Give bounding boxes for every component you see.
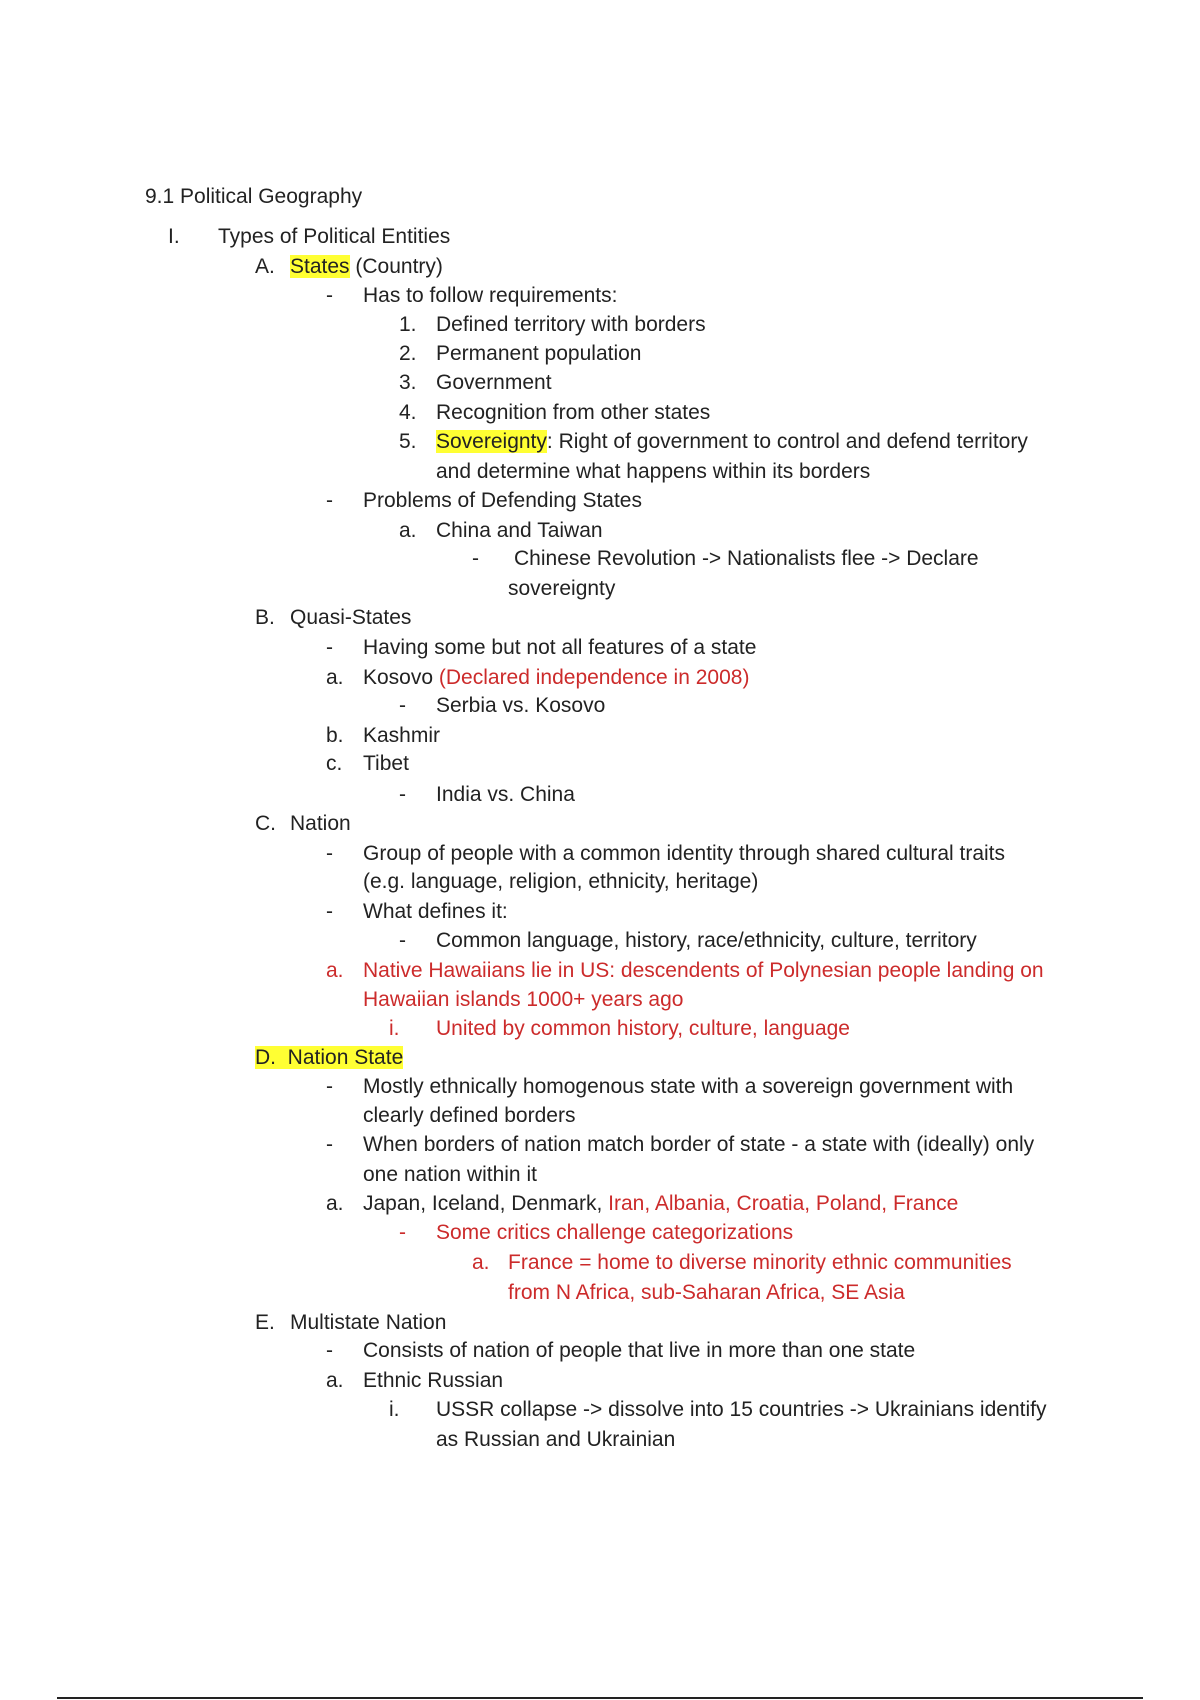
list-marker: a. [399,519,417,542]
list-marker: a. [326,959,344,982]
list-item: Common language, history, race/ethnicity, culture, territory [436,929,977,952]
roman-marker: i. [389,1017,400,1040]
list-item: Multistate Nation [290,1311,447,1334]
list-item-continuation: one nation within it [363,1163,537,1186]
list-marker: b. [326,724,344,747]
list-item: Government [436,371,552,394]
number-marker: 2. [399,342,417,365]
list-marker: A. [255,255,275,278]
list-item: Problems of Defending States [363,489,642,512]
section-heading: Types of Political Entities [218,225,451,248]
red-note: (Declared independence in 2008) [433,666,750,689]
list-item: Permanent population [436,342,642,365]
list-item: Group of people with a common identity through shared cultural traits [363,842,1006,865]
highlighted-heading: D. Nation State [255,1046,404,1069]
highlighted-term: Sovereignty [436,430,547,453]
list-item-examples: Japan, Iceland, Denmark, Iran, Albania, Croatia, Poland, France [363,1192,959,1215]
list-item: What defines it: [363,900,508,923]
list-item: USSR collapse -> dissolve into 15 countries -> Ukrainians identify [436,1398,1047,1421]
list-item-continuation: from N Africa, sub-Saharan Africa, SE Asia [508,1281,905,1304]
list-marker: E. [255,1311,275,1334]
list-item: Consists of nation of people that live in more than one state [363,1339,916,1362]
list-marker: a. [326,666,344,689]
number-marker: 1. [399,313,417,336]
list-marker: C. [255,812,276,835]
list-item: Ethnic Russian [363,1369,504,1392]
list-marker: c. [326,752,343,775]
list-item: Recognition from other states [436,401,711,424]
list-marker: a. [326,1192,344,1215]
list-item: Quasi-States [290,606,412,629]
number-marker: 5. [399,430,417,453]
list-item: When borders of nation match border of state - a state with (ideally) only [363,1133,1035,1156]
number-marker: 4. [399,401,417,424]
dash-bullet: - [326,284,333,307]
list-item: Having some but not all features of a state [363,636,757,659]
list-item-kosovo: Kosovo (Declared independence in 2008) [363,666,750,689]
dash-bullet: - [399,1221,406,1244]
list-item: Kashmir [363,724,441,747]
red-note: Iran, Albania, Croatia, Poland, France [602,1192,959,1215]
roman-marker: i. [389,1398,400,1421]
page-divider [57,1697,1143,1699]
page-title: 9.1 Political Geography [145,185,363,208]
list-item-continuation: sovereignty [508,577,616,600]
dash-bullet: - [326,489,333,512]
dash-bullet: - [472,547,479,570]
list-item: Defined territory with borders [436,313,706,336]
dash-bullet: - [326,900,333,923]
list-item-continuation: clearly defined borders [363,1104,576,1127]
dash-bullet: - [399,929,406,952]
list-item-nation-state [255,1047,403,1068]
list-item-sovereignty: Sovereignty: Right of government to control and defend territory [436,430,1028,453]
list-marker: B. [255,606,275,629]
list-item-continuation: (e.g. language, religion, ethnicity, heritage) [363,870,759,893]
dash-bullet: - [326,636,333,659]
list-item-states: States (Country) [290,255,443,278]
list-item: Serbia vs. Kosovo [436,694,606,717]
dash-bullet: - [326,842,333,865]
list-item-continuation: as Russian and Ukrainian [436,1428,676,1451]
list-item: Mostly ethnically homogenous state with a sovereign government with [363,1075,1014,1098]
list-item: Nation [290,812,351,835]
dash-bullet: - [399,694,406,717]
list-item: Chinese Revolution -> Nationalists flee -> Declare [514,547,979,570]
list-item-continuation: and determine what happens within its borders [436,460,871,483]
number-marker: 3. [399,371,417,394]
dash-bullet: - [326,1133,333,1156]
dash-bullet: - [326,1075,333,1098]
highlighted-term: States [290,255,350,278]
list-item: India vs. China [436,783,575,806]
list-marker: a. [472,1251,490,1274]
roman-marker: I. [168,225,180,248]
list-item: China and Taiwan [436,519,603,542]
list-item: Some critics challenge categorizations [436,1221,794,1244]
list-item: United by common history, culture, language [436,1017,850,1040]
dash-bullet: - [399,783,406,806]
list-item: Has to follow requirements: [363,284,618,307]
list-item: Native Hawaiians lie in US: descendents of Polynesian people landing on [363,959,1044,982]
list-marker: a. [326,1369,344,1392]
list-item: France = home to diverse minority ethnic communities [508,1251,1012,1274]
list-item-continuation: Hawaiian islands 1000+ years ago [363,988,684,1011]
dash-bullet: - [326,1339,333,1362]
list-item: Tibet [363,752,409,775]
